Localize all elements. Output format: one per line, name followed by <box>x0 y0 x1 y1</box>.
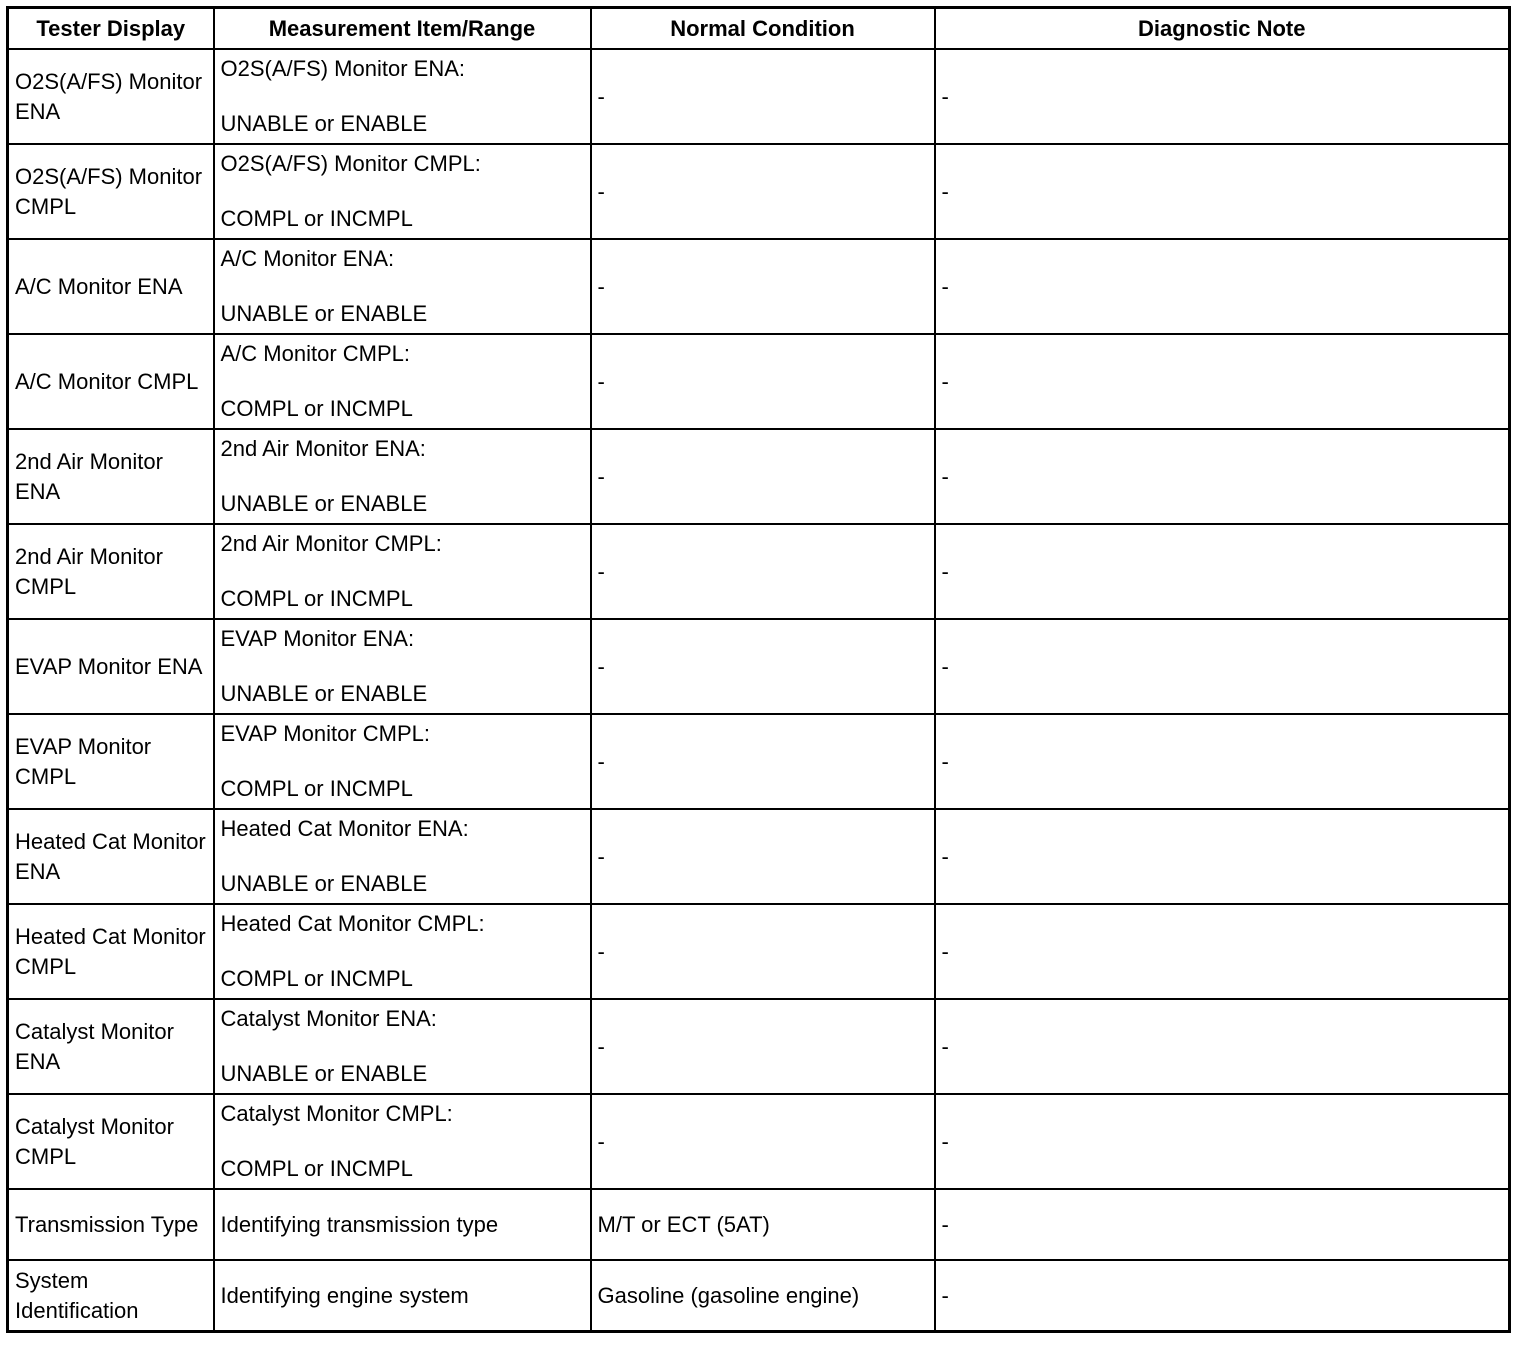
diagnostic-note-cell: - <box>935 239 1510 334</box>
table-row <box>8 49 1510 144</box>
measurement-item-cell <box>214 239 591 334</box>
diagnostic-note-cell: - <box>935 144 1510 239</box>
table-row <box>8 1094 1510 1189</box>
table-row <box>8 524 1510 619</box>
diagnostic-note-cell: - <box>935 524 1510 619</box>
tester-display-cell: Heated Cat Monitor CMPL <box>8 904 214 999</box>
data-list-table <box>6 6 1511 1333</box>
measurement-item-cell <box>214 524 591 619</box>
normal-condition-cell: - <box>591 334 935 429</box>
measurement-range: UNABLE or ENABLE <box>220 491 428 516</box>
diagnostic-note-cell: - <box>935 1260 1510 1332</box>
table-row <box>8 239 1510 334</box>
measurement-item-cell <box>214 1094 591 1189</box>
tester-display-cell: Catalyst Monitor CMPL <box>8 1094 214 1189</box>
measurement-range: UNABLE or ENABLE <box>220 301 428 326</box>
normal-condition-cell: - <box>591 904 935 999</box>
measurement-item-label: Catalyst Monitor CMPL: <box>220 1101 453 1126</box>
table-row <box>8 1260 1510 1332</box>
measurement-item-cell <box>214 619 591 714</box>
measurement-range: COMPL or INCMPL <box>220 396 413 421</box>
normal-condition-cell: - <box>591 49 935 144</box>
measurement-item-label: A/C Monitor CMPL: <box>220 341 410 366</box>
measurement-item-cell <box>214 809 591 904</box>
table-row <box>8 809 1510 904</box>
diagnostic-note-cell: - <box>935 49 1510 144</box>
tester-display-cell: A/C Monitor CMPL <box>8 334 214 429</box>
tester-display-cell: O2S(A/FS) Monitor ENA <box>8 49 214 144</box>
tester-display-cell: Heated Cat Monitor ENA <box>8 809 214 904</box>
diagnostic-note-cell: - <box>935 714 1510 809</box>
measurement-range: COMPL or INCMPL <box>220 1156 413 1181</box>
measurement-item-cell <box>214 904 591 999</box>
normal-condition-cell: - <box>591 1094 935 1189</box>
header-measurement-item: Measurement Item/Range <box>214 8 591 50</box>
measurement-range: COMPL or INCMPL <box>220 966 413 991</box>
measurement-item-cell <box>214 714 591 809</box>
measurement-item-cell <box>214 334 591 429</box>
normal-condition-cell: Gasoline (gasoline engine) <box>591 1260 935 1332</box>
header-diagnostic-note: Diagnostic Note <box>935 8 1510 50</box>
measurement-range: UNABLE or ENABLE <box>220 1061 428 1086</box>
table-row <box>8 429 1510 524</box>
diagnostic-note-cell: - <box>935 904 1510 999</box>
measurement-item-cell: Identifying engine system <box>214 1260 591 1332</box>
measurement-range: COMPL or INCMPL <box>220 586 413 611</box>
tester-display-cell: System Identification <box>8 1260 214 1332</box>
diagnostic-note-cell: - <box>935 1094 1510 1189</box>
header-row <box>8 8 1510 50</box>
table-row <box>8 999 1510 1094</box>
measurement-item-label: O2S(A/FS) Monitor CMPL: <box>220 151 481 176</box>
table-row <box>8 144 1510 239</box>
table-row <box>8 334 1510 429</box>
measurement-item-label: A/C Monitor ENA: <box>220 246 395 271</box>
measurement-item-cell: Identifying transmission type <box>214 1189 591 1260</box>
diagnostic-note-cell: - <box>935 999 1510 1094</box>
measurement-item-label: 2nd Air Monitor CMPL: <box>220 531 442 556</box>
normal-condition-cell: - <box>591 714 935 809</box>
measurement-item-cell <box>214 429 591 524</box>
header-normal-condition: Normal Condition <box>591 8 935 50</box>
normal-condition-cell: - <box>591 999 935 1094</box>
tester-display-cell: A/C Monitor ENA <box>8 239 214 334</box>
normal-condition-cell: - <box>591 524 935 619</box>
measurement-range: UNABLE or ENABLE <box>220 681 428 706</box>
normal-condition-cell: M/T or ECT (5AT) <box>591 1189 935 1260</box>
normal-condition-cell: - <box>591 619 935 714</box>
tester-display-cell: Catalyst Monitor ENA <box>8 999 214 1094</box>
measurement-range: UNABLE or ENABLE <box>220 111 428 136</box>
tester-display-cell: Transmission Type <box>8 1189 214 1260</box>
table-row <box>8 714 1510 809</box>
diagnostic-note-cell: - <box>935 1189 1510 1260</box>
diagnostic-note-cell: - <box>935 429 1510 524</box>
diagnostic-note-cell: - <box>935 619 1510 714</box>
measurement-item-label: 2nd Air Monitor ENA: <box>220 436 426 461</box>
tester-display-cell: EVAP Monitor ENA <box>8 619 214 714</box>
measurement-item-label: Heated Cat Monitor CMPL: <box>220 911 485 936</box>
measurement-item-cell <box>214 999 591 1094</box>
diagnostic-note-cell: - <box>935 809 1510 904</box>
normal-condition-cell: - <box>591 239 935 334</box>
measurement-item-label: EVAP Monitor ENA: <box>220 626 415 651</box>
tester-display-cell: EVAP Monitor CMPL <box>8 714 214 809</box>
measurement-item-label: Heated Cat Monitor ENA: <box>220 816 469 841</box>
tester-display-cell: 2nd Air Monitor ENA <box>8 429 214 524</box>
tester-display-cell: O2S(A/FS) Monitor CMPL <box>8 144 214 239</box>
measurement-item-label: EVAP Monitor CMPL: <box>220 721 430 746</box>
normal-condition-cell: - <box>591 429 935 524</box>
measurement-item-label: O2S(A/FS) Monitor ENA: <box>220 56 466 81</box>
measurement-item-label: Catalyst Monitor ENA: <box>220 1006 437 1031</box>
normal-condition-cell: - <box>591 809 935 904</box>
normal-condition-cell: - <box>591 144 935 239</box>
measurement-range: COMPL or INCMPL <box>220 776 413 801</box>
measurement-item-cell <box>214 144 591 239</box>
tester-display-cell: 2nd Air Monitor CMPL <box>8 524 214 619</box>
table-row <box>8 619 1510 714</box>
table-row <box>8 1189 1510 1260</box>
diagnostic-note-cell: - <box>935 334 1510 429</box>
measurement-item-cell <box>214 49 591 144</box>
table-row <box>8 904 1510 999</box>
header-tester-display: Tester Display <box>8 8 214 50</box>
measurement-range: UNABLE or ENABLE <box>220 871 428 896</box>
measurement-range: COMPL or INCMPL <box>220 206 413 231</box>
